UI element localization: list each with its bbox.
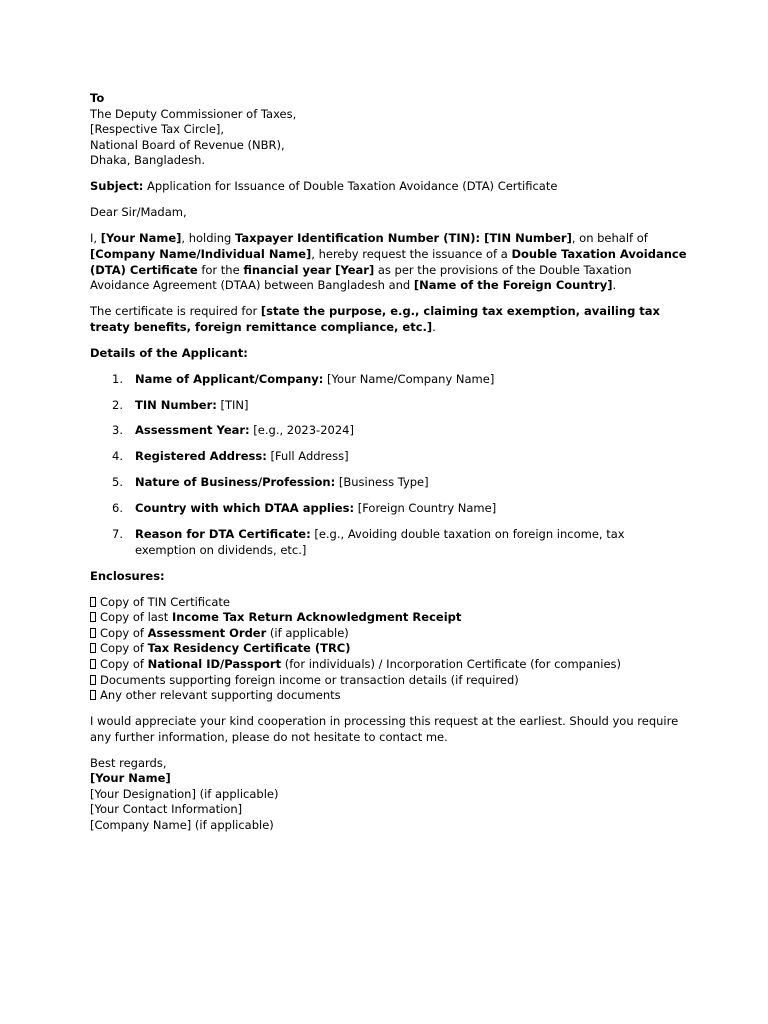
checkbox-glyph-icon — [90, 690, 96, 700]
subject-label: Subject: — [90, 179, 144, 194]
checkbox-glyph-icon — [90, 675, 96, 685]
list-item: Copy of last Income Tax Return Acknowledgment Receipt — [90, 610, 690, 626]
closing-paragraph: I would appreciate your kind cooperation in processing this request at the earliest. Should you require any further information, please do not hesitate to contact me. — [90, 714, 679, 744]
signer-name: [Your Name] — [90, 771, 171, 786]
request-paragraph: I, [Your Name], holding Taxpayer Identification Number (TIN): [TIN Number], on behalf of [Company Name/Individual Name], hereby request the issuance of a Double Taxation Avoidance (DTA) Certificate for the financial year [Year] as per the provisions of the Double Taxation Avoidance Agreement (DTAA) between Bangladesh and [Name of the Foreign Country]. — [90, 231, 687, 293]
checkbox-glyph-icon — [90, 612, 96, 622]
address-line: The Deputy Commissioner of Taxes, — [90, 106, 297, 121]
enclosures-list — [90, 595, 690, 704]
purpose-placeholder: [state the purpose, e.g., claiming tax exemption, availing tax — [260, 304, 660, 319]
purpose-paragraph: The certificate is required for [state the purpose, e.g., claiming tax exemption, availing tax treaty benefits, foreign remittance compliance, etc.]. — [90, 304, 660, 334]
letter-document — [90, 91, 690, 834]
checkbox-glyph-icon — [90, 628, 96, 638]
list-item: 4. Registered Address: [Full Address] — [112, 449, 349, 464]
list-item: 2. TIN Number: [TIN] — [112, 397, 249, 412]
address-line: Dhaka, Bangladesh. — [90, 153, 206, 168]
details-heading: Details of the Applicant: — [90, 345, 248, 360]
checkbox-glyph-icon — [90, 597, 96, 607]
address-line: National Board of Revenue (NBR), — [90, 137, 285, 152]
subject-text: Application for Issuance of Double Taxation Avoidance (DTA) Certificate — [143, 179, 558, 194]
list-item: 3. Assessment Year: [e.g., 2023-2024] — [112, 423, 354, 438]
list-item: Documents supporting foreign income or transaction details (if required) — [90, 673, 690, 689]
financial-year-placeholder: financial year [Year] — [243, 262, 375, 277]
address-line: [Respective Tax Circle], — [90, 122, 225, 137]
salutation: Dear Sir/Madam, — [90, 205, 187, 220]
recipient-address — [90, 91, 690, 169]
checkbox-glyph-icon — [90, 659, 96, 669]
tin-placeholder: Taxpayer Identification Number (TIN): [TIN Number] — [235, 231, 572, 246]
list-item: 6. Country with which DTAA applies: [Foreign Country Name] — [112, 501, 497, 516]
list-item: 7. Reason for DTA Certificate: [e.g., Avoiding double taxation on foreign income, tax exemption on dividends, etc.] — [112, 527, 625, 557]
list-item: Copy of Assessment Order (if applicable) — [90, 626, 690, 642]
to-label: To — [90, 91, 105, 105]
regards: Best regards, — [90, 755, 167, 770]
subject-line — [90, 179, 690, 195]
list-item: 5. Nature of Business/Profession: [Business Type] — [112, 475, 429, 490]
applicant-name-placeholder: [Your Name] — [100, 231, 182, 246]
list-item: Copy of Tax Residency Certificate (TRC) — [90, 641, 690, 657]
company-placeholder: [Company Name/Individual Name] — [90, 246, 312, 261]
signer-company: [Company Name] (if applicable) — [90, 818, 274, 833]
dta-certificate-term: Double Taxation Avoidance — [511, 246, 687, 261]
enclosures-heading: Enclosures: — [90, 568, 165, 583]
list-item: Copy of TIN Certificate — [90, 595, 690, 611]
list-item: Any other relevant supporting documents — [90, 688, 690, 704]
foreign-country-placeholder: [Name of the Foreign Country] — [413, 278, 613, 293]
signer-designation: [Your Designation] (if applicable) — [90, 786, 279, 801]
list-item: Copy of National ID/Passport (for individuals) / Incorporation Certificate (for companies) — [90, 657, 690, 673]
details-list — [90, 372, 690, 559]
signature-block — [90, 756, 690, 834]
list-item: 1. Name of Applicant/Company: [Your Name/Company Name] — [112, 371, 495, 386]
signer-contact: [Your Contact Information] — [90, 802, 243, 817]
checkbox-glyph-icon — [90, 643, 96, 653]
